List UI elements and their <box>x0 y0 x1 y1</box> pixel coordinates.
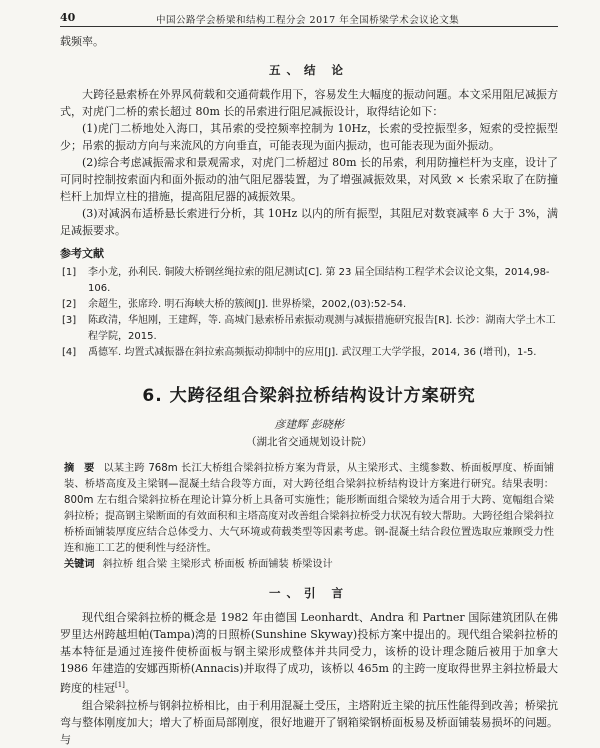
keywords-label: 关键词 <box>64 559 95 570</box>
reference-list <box>60 265 558 361</box>
conclusion-item-2: (2)综合考虑减振需求和景观需求，对虎门二桥超过 80m 长的吊索，利用防撞栏杆为支座，设计了可同时控制按索面内和面外振动的油气阻尼器装置，为了增强减振效果，对风致 × 长索采取了在防撞栏杆上加焊立柱的措施，提高阻尼器的减振效果。 <box>60 156 558 203</box>
running-header <box>60 10 558 27</box>
references-heading: 参考文献 <box>60 247 104 260</box>
introduction-paragraph-1 <box>60 609 558 697</box>
section-heading-conclusion: 五、结 论 <box>268 63 349 77</box>
keywords-text: 斜拉桥 组合梁 主梁形式 桥面板 桥面铺装 桥梁设计 <box>102 559 333 570</box>
reference-item <box>60 265 558 297</box>
reference-number: [3] <box>62 315 77 326</box>
reference-number: [2] <box>62 299 77 310</box>
section-heading-introduction: 一、引 言 <box>268 586 349 600</box>
introduction-paragraph-2: 组合梁斜拉桥与钢斜拉桥相比，由于利用混凝土受压，主塔附近主梁的抗压性能得到改善；桥梁抗弯与整体刚度加大；增大了桥面局部刚度，很好地避开了钢箱梁钢桥面板易及桥面铺装易损坏的问题。与 <box>60 698 558 746</box>
reference-item <box>60 313 558 345</box>
reference-text: 李小龙，孙利民. 铜陵大桥钢丝绳拉索的阻尼测试[C]. 第 23 届全国结构工程学术会议论文集，2014,98-106. <box>88 267 550 294</box>
page-number: 40 <box>60 11 76 24</box>
citation-marker: [1] <box>115 681 125 689</box>
conclusion-intro: 大跨径悬索桥在外界风荷载和交通荷载作用下，容易发生大幅度的振动问题。本文采用阻尼减振方式，对虎门二桥的索长超过 80m 长的吊索进行阻尼减振设计，取得结论如下： <box>60 88 558 118</box>
abstract-text: 以某主跨 768m 长江大桥组合梁斜拉桥方案为背景，从主梁形式、主缆参数、桥面板厚度、桥面铺装、桥塔高度及主梁钢—混凝土结合段等方面，对大跨径组合梁斜拉桥结构设计方案进行研究。结果表明：800m 左右组合梁斜拉桥在理论计算分析上具备可实施性；能形断面组合梁较为适合用于大跨、宽幅组合梁斜拉桥；提高钢主梁断面的有效面积和主塔高度对改善组合梁斜拉桥受力状况有较大帮助。大跨径组合梁斜拉桥桥面铺装厚度应结合总体受力、大气环境或荷载类型等因素考虑。钢-混凝土结合段位置选取应兼顾受力性连和施工工艺的便利性与经济性。 <box>64 463 555 554</box>
intro-p1-end: 。 <box>124 681 136 695</box>
reference-number: [4] <box>62 347 77 358</box>
intro-p1-text: 现代组合梁斜拉桥的概念是 1982 年由德国 Leonhardt、Andra 和 Partner 国际建筑团队在佛罗里达州跨越坦帕(Tampa)湾的日照桥(Sunshine Skyway)投标方案中提出的。现代组合梁斜拉桥的基本特征是通过连接件使桥面板与钢主梁形成整体并共同受力，该桥的设计理念随后被用于加拿大 1986 年建造的安娜西斯桥(Annacis)并取得了成功，该桥以 465m 的主跨一度取得世界主斜拉桥最大跨度的桂冠 <box>60 611 558 695</box>
conclusion-item-3: (3)对减涡布适桥悬长索进行分析，其 10Hz 以内的所有振型，其阻尼对数衰减率 δ 大于 3%，满足减振要求。 <box>60 207 558 237</box>
reference-text: 陈政清，华旭刚，王建辉，等. 高城门悬索桥吊索振动观测与减振措施研究报告[R]. 长沙：湖南大学土木工程学院，2015. <box>88 315 556 342</box>
abstract-label: 摘 要 <box>64 463 98 474</box>
abstract <box>60 461 558 557</box>
keywords <box>60 557 558 573</box>
conclusion-item-1: (1)虎门二桥地处入海口，其吊索的受控频率控制为 10Hz，长索的受控振型多，短索的受控振型少；吊索的振动方向与来流风的方向垂直，可能表现为面内振动，也可能表现为面外振动。 <box>60 122 558 152</box>
reference-number: [1] <box>62 267 77 278</box>
reference-text: 余超生，张席玲. 明石海峡大桥的簇阀[J]. 世界桥梁，2002,(03):52-54. <box>88 299 407 310</box>
carry-over-text: 载频率。 <box>60 35 104 48</box>
paper-affiliation: （湖北省交通规划设计院） <box>246 436 372 448</box>
reference-text: 禹德军. 均置式减振器在斜拉索高频振动抑制中的应用[J]. 武汉理工大学学报，2014, 36 (增刊)，1-5. <box>88 347 537 358</box>
reference-item <box>60 297 558 313</box>
reference-item <box>60 345 558 361</box>
page <box>60 10 558 748</box>
running-title: 中国公路学会桥梁和结构工程分会 2017 年全国桥梁学术会议论文集 <box>156 15 460 26</box>
paper-authors: 彦建辉 彭晓彬 <box>274 418 344 431</box>
paper-title: 6. 大跨径组合梁斜拉桥结构设计方案研究 <box>142 386 476 406</box>
